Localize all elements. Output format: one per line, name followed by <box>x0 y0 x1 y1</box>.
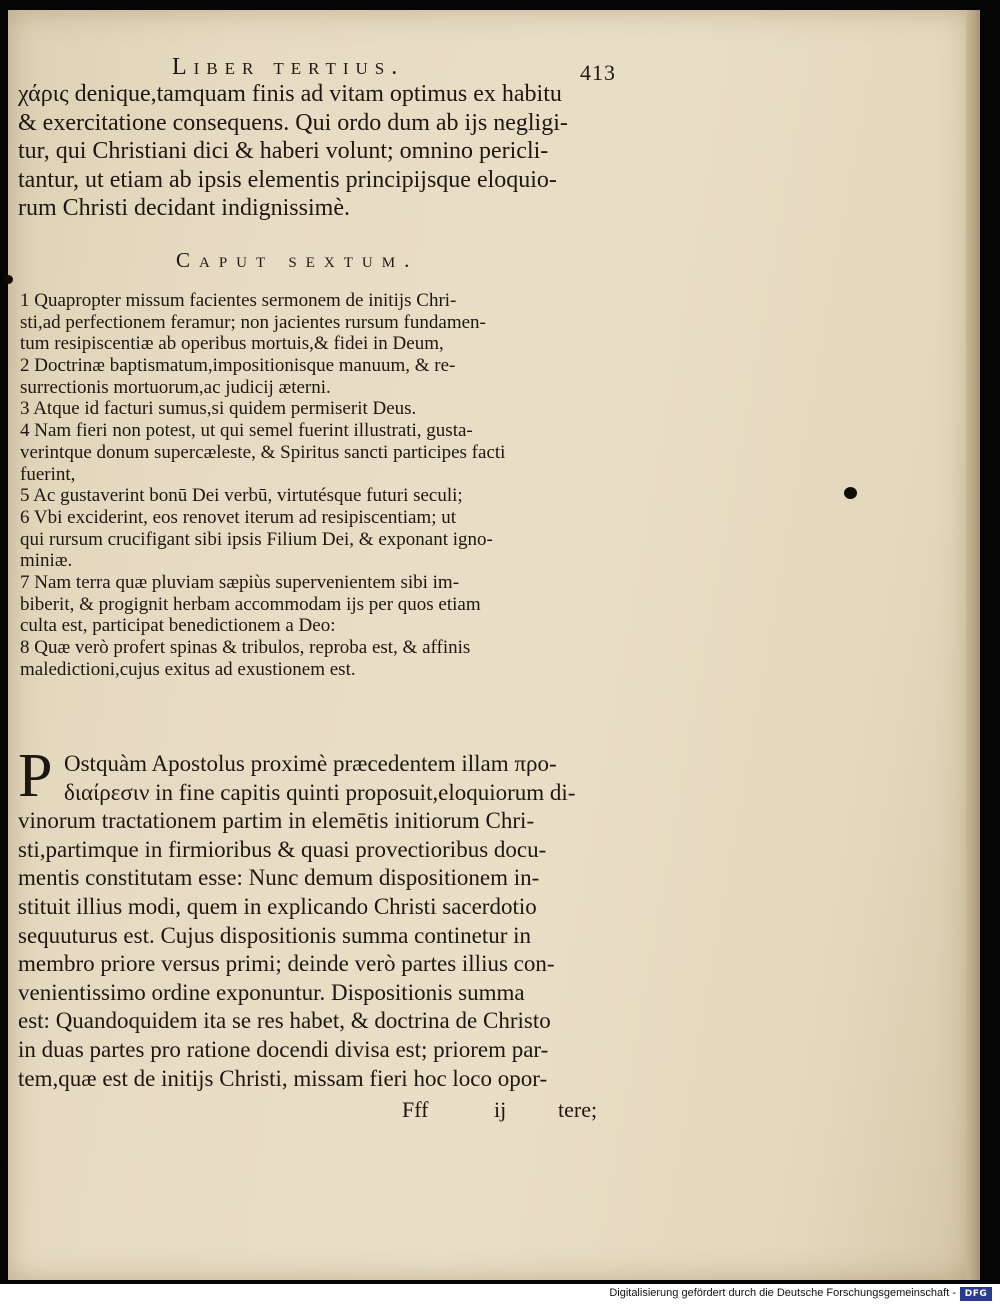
commentary-line: sti,partimque in firmioribus & quasi provectioribus docu- <box>18 836 547 862</box>
preceding-paragraph <box>18 80 618 223</box>
text-line: χάρις denique,tamquam finis ad vitam optimus ex habitu <box>18 81 562 107</box>
verse-line: qui rursum crucifigant sibi ipsis Filium Dei, & exponant igno- <box>20 528 493 550</box>
commentary-paragraph <box>18 742 618 1093</box>
commentary-line: stituit illius modi, quem in explicando Christi sacerdotio <box>18 893 537 919</box>
commentary-line: mentis constitutam esse: Nunc demum dispositionem in- <box>18 865 540 891</box>
commentary-line: Ostquàm Apostolus proximè præcedentem illam προ- <box>64 751 557 776</box>
folio-number: 413 <box>580 60 616 85</box>
signature-number: ij <box>494 1097 507 1122</box>
chapter-heading: Caput sextum. <box>176 248 419 272</box>
text-line: tur, qui Christiani dici & haberi volunt; omnino pericli- <box>18 138 549 164</box>
verse-line: surrectionis mortuorum,ac judicij æterni. <box>20 376 331 398</box>
funding-note: Digitalisierung gefördert durch die Deutsche Forschungsgemeinschaft - <box>609 1287 956 1299</box>
ink-spot <box>844 487 857 499</box>
verse-line: 2 Doctrinæ baptismatum,impositionisque manuum, & re- <box>20 355 456 377</box>
commentary-line: est: Quandoquidem ita se res habet, & doctrina de Christo <box>18 1008 551 1034</box>
verse-line: tum resipiscentiæ ab operibus mortuis,& fidei in Deum, <box>20 333 444 355</box>
commentary-line: sequuturus est. Cujus dispositionis summa continetur in <box>18 922 532 948</box>
verse-line: miniæ. <box>20 550 73 572</box>
verse-line: 4 Nam fieri non potest, ut qui semel fuerint illustrati, gusta- <box>20 420 473 442</box>
commentary-line: tem,quæ est de initijs Christi, missam fieri hoc loco opor- <box>18 1065 548 1091</box>
verse-line: culta est, participat benedictionem a Deo: <box>20 615 336 637</box>
verse-line: biberit, & progignit herbam accommodam ijs per quos etiam <box>20 593 481 615</box>
verse-block <box>20 290 620 680</box>
text-line: rum Christi decidant indignissimè. <box>18 195 350 221</box>
verse-line: fuerint, <box>20 463 76 485</box>
verse-line: maledictioni,cujus exitus ad exustionem est. <box>20 658 356 680</box>
verse-line: 1 Quapropter missum facientes sermonem de initijs Chri- <box>20 290 457 311</box>
ink-spot <box>4 275 13 284</box>
commentary-line: in duas partes pro ratione docendi divisa est; priorem par- <box>18 1036 549 1062</box>
text-line: & exercitatione consequens. Qui ordo dum ab ijs negligi- <box>18 109 568 136</box>
commentary-line: membro priore versus primi; deinde verò partes illius con- <box>18 951 555 977</box>
commentary-line: διαίρεσιν in fine capitis quinti proposuit,eloquiorum di- <box>64 779 576 805</box>
commentary-line: venientissimo ordine exponuntur. Dispositionis summa <box>18 979 525 1005</box>
verse-line: 6 Vbi exciderint, eos renovet iterum ad resipiscentiam; ut <box>20 506 456 528</box>
catchword: tere; <box>558 1097 598 1122</box>
drop-cap: P <box>18 742 53 810</box>
verse-line: 7 Nam terra quæ pluviam sæpiùs supervenientem sibi im- <box>20 571 460 593</box>
dfg-logo[interactable]: DFG <box>960 1287 992 1301</box>
verse-line: 5 Ac gustaverint bonū Dei verbū, virtutésque futuri seculi; <box>20 485 463 507</box>
verse-line: 8 Quæ verò profert spinas & tribulos, reproba est, & affinis <box>20 637 471 658</box>
verse-line: 3 Atque id facturi sumus,si quidem permiserit Deus. <box>20 398 417 420</box>
commentary-line: vinorum tractationem partim in elemētis initiorum Chri- <box>18 808 535 834</box>
footer-bar <box>0 1284 1000 1305</box>
running-title: Liber tertius. <box>172 54 405 80</box>
page-edge <box>966 10 980 1280</box>
verse-line: verintque donum supercæleste, & Spiritus sancti participes facti <box>20 441 506 463</box>
text-line: tantur, ut etiam ab ipsis elementis principijsque eloquio- <box>18 166 557 193</box>
signature-mark: Fff <box>402 1097 429 1122</box>
verse-line: sti,ad perfectionem feramur; non jacientes rursum fundamen- <box>20 311 486 333</box>
